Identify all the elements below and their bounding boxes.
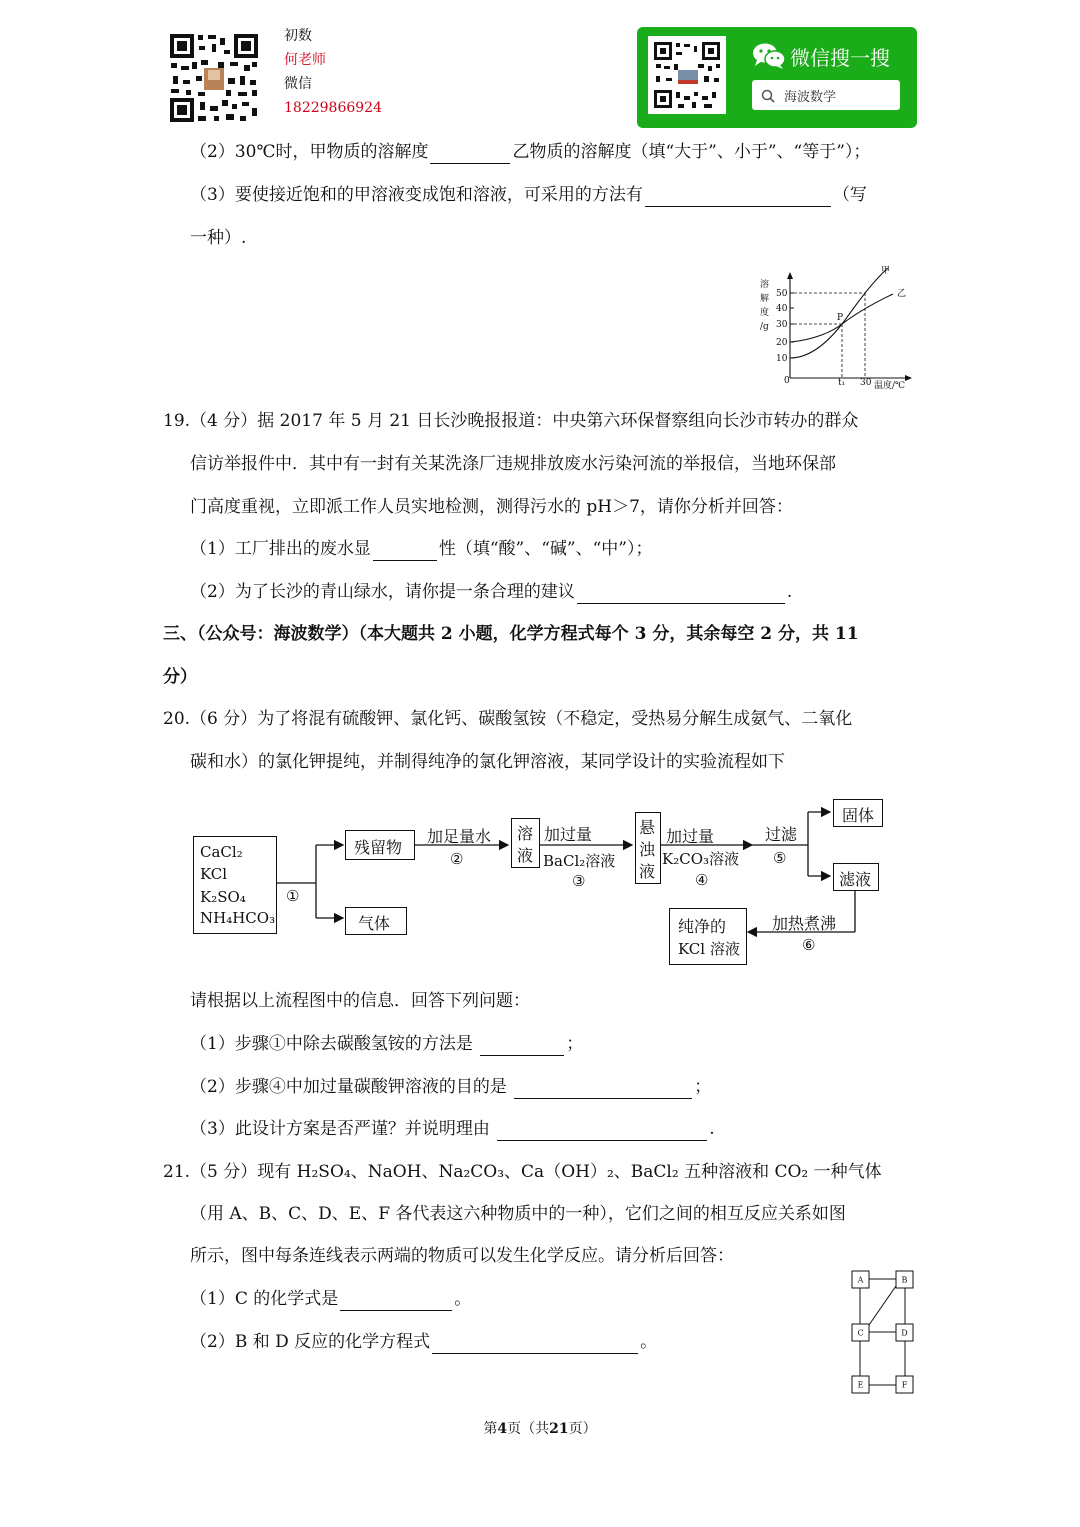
q20-line1: 20.（6 分）为了将混有硫酸钾、氯化钙、碳酸氢铵（不稳定，受热易分解生成氨气、二氧化 <box>163 709 853 729</box>
q18-part2: （2）30℃时，甲物质的溶解度 乙物质的溶解度（填“大于”、小于”、“等于”）； <box>190 142 871 162</box>
solution-box: 溶 液 <box>511 818 540 868</box>
ytick-label: 10 <box>776 354 788 364</box>
q18-part3-cont: 一种）. <box>190 228 247 248</box>
q20-part2: （2）步骤④中加过量碳酸钾溶液的目的是 ； <box>190 1077 712 1097</box>
pure-kcl-box: 纯净的 KCl 溶液 <box>669 908 747 965</box>
ytick-label: 50 <box>776 289 788 299</box>
add-bacl2-label: 加过量 <box>544 825 593 844</box>
xtick-label: 30 <box>860 378 872 388</box>
page-number: 4 <box>497 1421 508 1437</box>
start-substance: NH₄HCO₃ <box>200 909 276 927</box>
step-5-label: ⑤ <box>773 849 787 867</box>
bacl2-label: BaCl₂溶液 <box>543 852 616 870</box>
wechat-search-query: 海波数学 <box>784 90 837 105</box>
ytick-label: 20 <box>776 338 788 348</box>
filtrate-box: 滤液 <box>833 863 879 891</box>
ylabel-char: 溶 <box>760 280 770 290</box>
q19-line1: 19.（4 分）据 2017 年 5 月 21 日长沙晚报报道：中央第六环保督察组向长沙市转办的群众 <box>163 411 859 431</box>
step-2-label: ② <box>450 850 464 868</box>
point-label: P <box>837 313 844 323</box>
q21-line3: 所示，图中每条连线表示两端的物质可以发生化学反应。请分析后回答： <box>190 1246 734 1266</box>
header-teacher: 何老师 <box>284 52 326 68</box>
edge-b-c <box>869 1286 896 1325</box>
step-4-label: ④ <box>695 871 709 889</box>
ytick-label: 0 <box>784 376 790 386</box>
suspension-box: 悬 浊 液 <box>635 812 661 884</box>
q19-part2: （2）为了长沙的青山绿水，请你提一条合理的建议 . <box>190 582 793 602</box>
answer-blank[interactable] <box>432 1335 638 1354</box>
add-water-label: 加足量水 <box>427 827 492 846</box>
ytick-label: 40 <box>776 304 788 314</box>
answer-blank[interactable] <box>480 1037 564 1056</box>
answer-blank[interactable] <box>514 1080 692 1099</box>
step-3-label: ③ <box>572 872 586 890</box>
series-label-jia: 甲 <box>881 266 891 276</box>
q20-line2: 碳和水）的氯化钾提纯，并制得纯净的氯化钾溶液，某同学设计的实验流程如下 <box>190 752 785 772</box>
reaction-diagram <box>848 1268 918 1396</box>
boil-label: 加热煮沸 <box>772 914 837 933</box>
section3-heading-cont: 分） <box>163 667 197 687</box>
gas-box: 气体 <box>345 907 407 935</box>
filter-label: 过滤 <box>765 825 798 844</box>
q20-intro: 请根据以上流程图中的信息．回答下列问题： <box>190 991 530 1011</box>
ylabel-char: 度 <box>760 308 770 318</box>
ytick-label: 30 <box>776 320 788 330</box>
q19-line3: 门高度重视，立即派工作人员实地检测，测得污水的 pH＞7，请你分析并回答： <box>190 497 793 517</box>
q21-part1: （1）C 的化学式是 。 <box>190 1289 472 1309</box>
page-footer: 第4页（共21页） <box>483 1421 597 1437</box>
wechat-search-title: 微信搜一搜 <box>790 46 890 70</box>
node-label: C <box>857 1328 864 1338</box>
node-label: D <box>901 1328 908 1338</box>
flow-start-box <box>193 836 277 934</box>
solid-box: 固体 <box>833 799 883 827</box>
start-substance: K₂SO₄ <box>200 888 246 906</box>
header-phone: 18229866924 <box>284 100 382 116</box>
series-label-yi: 乙 <box>897 289 907 299</box>
page-total: 21 <box>549 1421 569 1437</box>
step-6-label: ⑥ <box>802 936 816 954</box>
q19-part1: （1）工厂排出的废水显 性（填“酸”、“碱”、“中”）； <box>190 539 653 559</box>
q19-line2: 信访举报件中．其中有一封有关某洗涤厂违规排放废水污染河流的举报信，当地环保部 <box>190 454 836 474</box>
node-label: B <box>901 1275 908 1285</box>
ylabel-char: 解 <box>760 294 770 304</box>
xtick-label: t₁ <box>838 378 846 388</box>
q20-part3: （3）此设计方案是否严谨？并说明理由 . <box>190 1119 715 1139</box>
residue-box: 残留物 <box>345 830 415 860</box>
node-label: A <box>857 1275 864 1285</box>
answer-blank[interactable] <box>340 1292 452 1311</box>
start-substance: CaCl₂ <box>200 843 243 861</box>
node-label: E <box>857 1380 864 1390</box>
header-wechat: 微信 <box>284 76 312 92</box>
q20-part1: （1）步骤①中除去碳酸氢铵的方法是 ； <box>190 1034 584 1054</box>
q18-part3: （3）要使接近饱和的甲溶液变成饱和溶液，可采用的方法有 （写 <box>190 185 867 205</box>
node-label: F <box>901 1380 908 1390</box>
q21-line1: 21.（5 分）现有 H₂SO₄、NaOH、Na₂CO₃、Ca（OH）₂、BaCl₂ 五种溶液和 CO₂ 一种气体 <box>163 1162 882 1182</box>
header-grade: 初数 <box>284 28 312 44</box>
section3-heading: 三、（公众号：海波数学）（本大题共 2 小题，化学方程式每个 3 分，其余每空 2 分，共 11 <box>163 624 859 644</box>
answer-blank[interactable] <box>497 1122 707 1141</box>
xlabel: 温度/℃ <box>874 381 906 391</box>
k2co3-label: K₂CO₃溶液 <box>662 850 740 868</box>
start-substance: KCl <box>200 865 228 883</box>
q21-line2: （用 A、B、C、D、E、F 各代表这六种物质中的一种），它们之间的相互反应关系如图 <box>190 1204 846 1224</box>
add-k2co3-label: 加过量 <box>666 827 715 846</box>
step-1-label: ① <box>286 887 300 905</box>
ylabel-char: /g <box>760 322 769 332</box>
q21-part2: （2）B 和 D 反应的化学方程式 。 <box>190 1332 658 1352</box>
